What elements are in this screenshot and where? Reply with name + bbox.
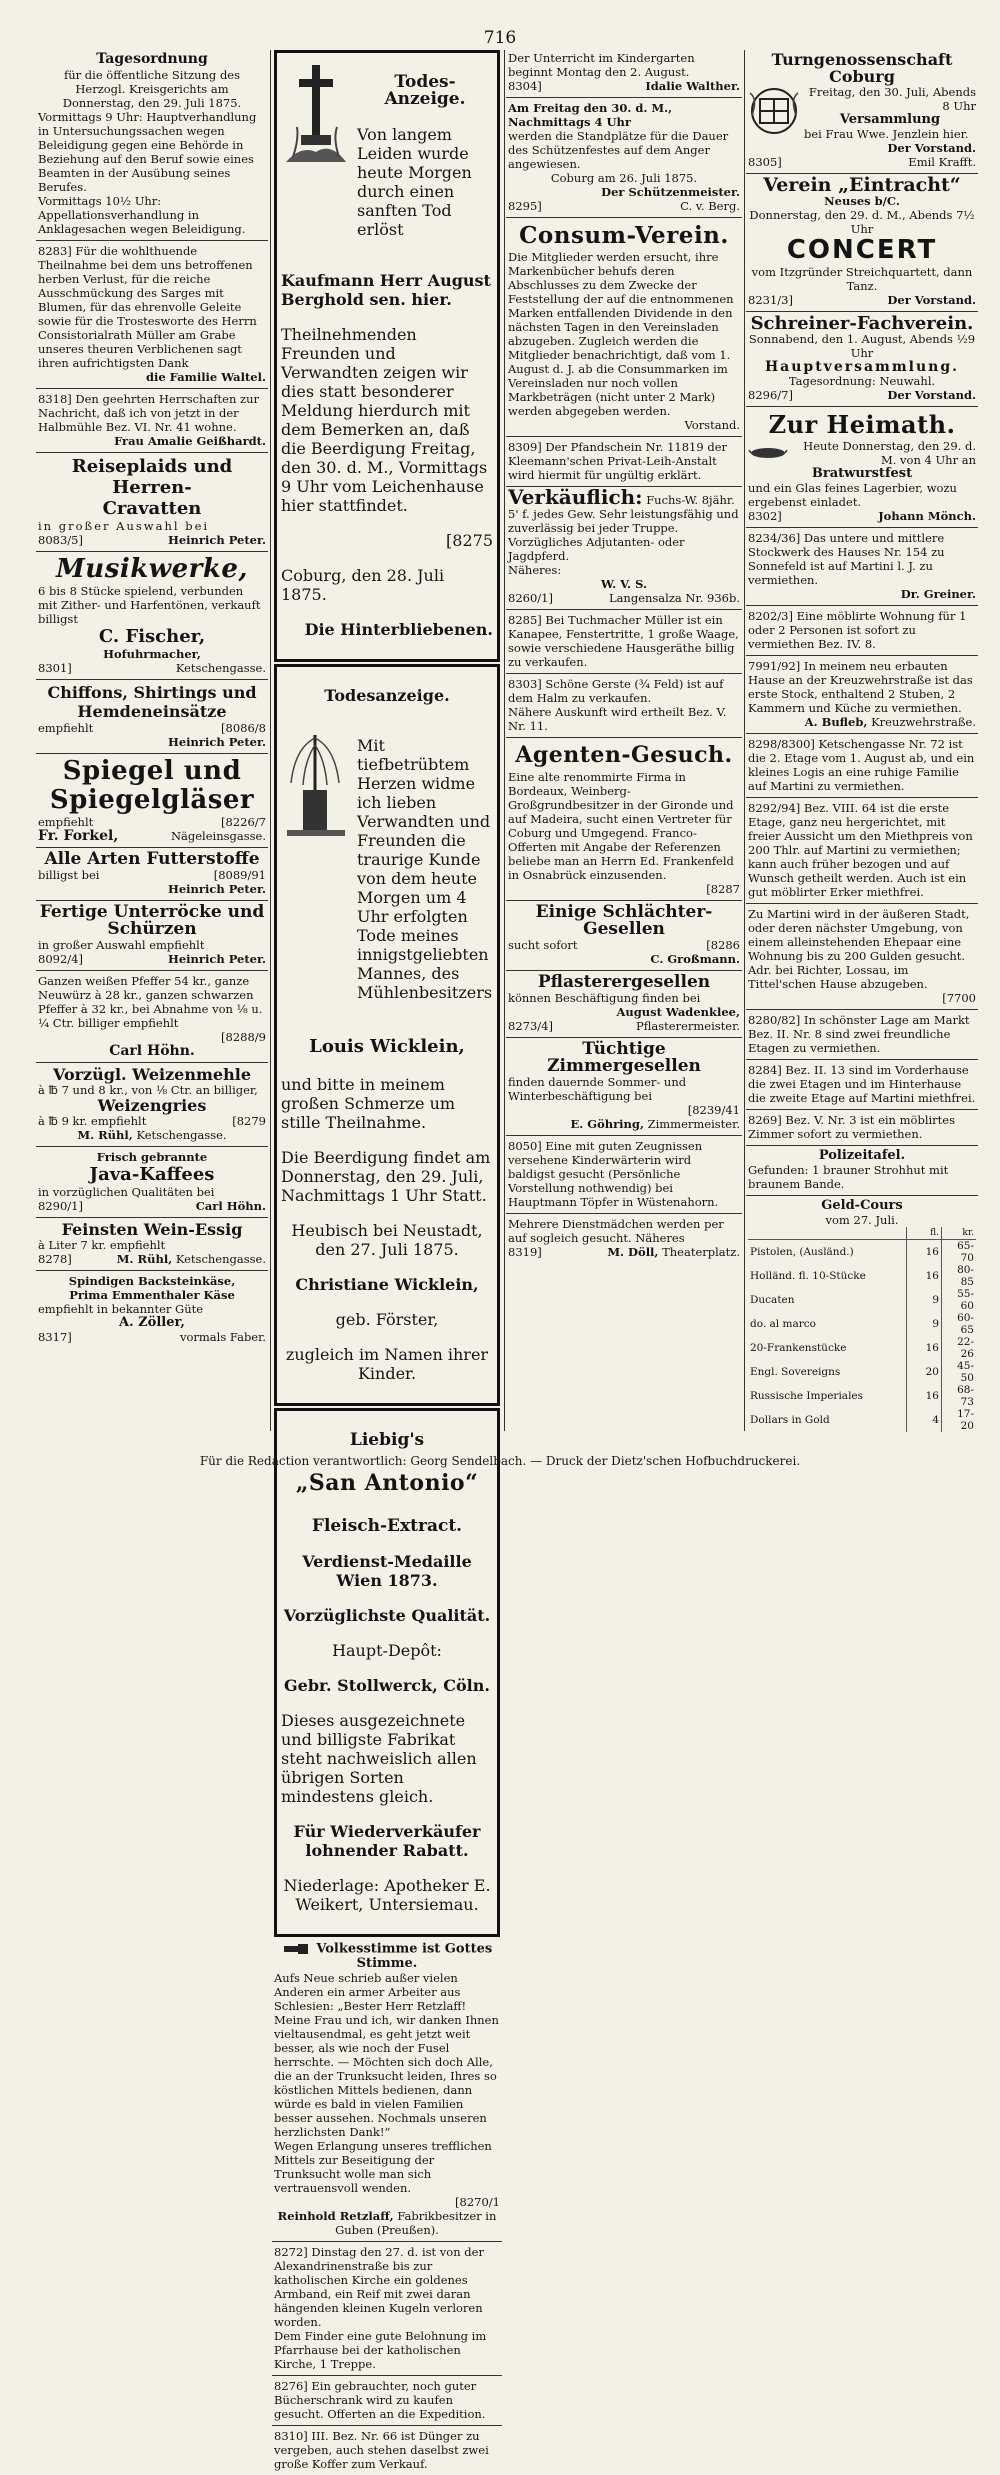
coin-cell-kr: 80-85 [942, 1264, 977, 1288]
ad-name: Reinhold Retzlaff, [277, 2208, 394, 2223]
ad-title: Spindigen Backsteinkäse, [68, 1274, 236, 1288]
ad-hinterhause [746, 1060, 978, 1110]
coin-cell-kr: 65-70 [942, 1240, 977, 1265]
ad-moeblierte-wohnung [746, 606, 978, 656]
ad-ref: [8239/41 [687, 1103, 740, 1117]
footer-imprint: Für die Redaction verantwortlich: Georg Sendelbach. — Druck der Dietz'schen Hofbuchdruckerei. [199, 1454, 801, 1468]
column-4 [746, 48, 978, 1433]
ad-text: Wegen Erlangung unseres trefflichen Mittels zur Beseitigung der Trunksucht wolle man sich vertrauensvoll wenden. [274, 2138, 492, 2195]
ad-text: Sonnabend, den 1. August, Abends ½9 Uhr [748, 332, 976, 360]
table-row [748, 1312, 976, 1336]
ad-address: Theaterplatz. [662, 1245, 740, 1259]
ad-address: Ketschengasse. [175, 1252, 266, 1266]
ad-text: sucht sofort [508, 938, 578, 952]
coin-cell-name: do. al marco [750, 1318, 816, 1330]
ad-text: Dieses ausgezeichnete und billigste Fabrikat steht nachweislich allen übrigen Sorten mindestens gleich. [281, 1711, 477, 1806]
ad-name: C. Fischer, [98, 626, 206, 647]
ad-signature: A. Bufleb, [804, 715, 868, 729]
ad-dienstmaedchen [506, 1214, 742, 1263]
ad-address: Kreuzwehrstraße. [871, 715, 976, 729]
ad-name: August Wadenklee, [616, 1005, 740, 1019]
table-row [748, 1288, 976, 1312]
ad-text: vom Itzgründer Streichquartett, dann Tanz. [751, 265, 973, 293]
ad-weizenmehle [36, 1063, 268, 1147]
ad-title: Musikwerke, [56, 554, 248, 584]
ad-signature: Idalie Walther. [645, 79, 740, 93]
ad-text: 8310] III. Bez. Nr. 66 ist Dünger zu vergeben, auch stehen daselbst zwei große Koffer zum Verkauf. [274, 2428, 489, 2471]
ad-title: Geld-Cours [821, 1198, 903, 1213]
ad-mueller [506, 610, 742, 674]
coin-cell-name: Pistolen, (Ausländ.) [750, 1246, 854, 1258]
ad-signature: Die Hinterbliebenen. [304, 620, 493, 639]
ad-ref: 8296/7] [748, 388, 793, 402]
ad-signature: Der Vorstand. [887, 293, 976, 307]
ad-title: Feinsten Wein-Essig [61, 1220, 243, 1239]
ad-signature: Dr. Greiner. [900, 587, 976, 601]
ad-subtitle: Fabrikbesitzer in Guben (Preußen). [335, 2208, 497, 2237]
ad-name: M. Rühl, [116, 1252, 173, 1266]
coin-cell-fl: 4 [907, 1408, 942, 1432]
coin-cell-fl: 16 [907, 1384, 942, 1408]
ad-event: CONCERT [786, 235, 938, 265]
ad-ref: 8083/5] [38, 533, 83, 547]
ad-text: in vorzüglichen Qualitäten bei [38, 1185, 215, 1199]
ad-todesanzeige-wicklein [274, 664, 500, 1406]
ad-title: Agenten-Gesuch. [515, 742, 733, 768]
ad-duenger [272, 2426, 502, 2475]
ad-ref: [8287 [706, 882, 740, 896]
ad-signature: Frau Amalie Geißhardt. [114, 434, 266, 448]
ad-pfandschein [506, 437, 742, 487]
ad-text: Frisch gebrannte [96, 1150, 208, 1164]
ad-title: Weizengries [97, 1096, 207, 1115]
ad-schlaechter [506, 901, 742, 971]
ad-text: werden die Standplätze für die Dauer des Schützenfestes auf dem Anger angewiesen. [508, 129, 729, 171]
column-3 [506, 48, 742, 1433]
ad-text: 8202/3] Eine möblirte Wohnung für 1 oder 2 Personen ist sofort zu vermiethen Bez. IV. 8. [748, 609, 967, 651]
ad-ref: [8270/1 [455, 2194, 500, 2209]
ad-title: Java-Kaffees [89, 1164, 215, 1185]
ad-subtitle: zugleich im Namen ihrer Kinder. [285, 1345, 489, 1383]
page-number: 716 [483, 28, 517, 48]
ad-text: Vormittags 9 Uhr: Hauptverhandlung in Untersuchungssachen wegen Beleidigung gegen eine Behörde in Beziehung auf den Beruf sowie eines Beamten in der Ausübung seines Berufes. [38, 110, 257, 194]
ad-address: Ketschengasse. [136, 1128, 227, 1142]
column-1 [36, 48, 268, 1433]
ad-ref: [8286 [706, 938, 740, 952]
ad-todesanzeige-berghold [274, 50, 500, 662]
ad-freundliche-etagen [746, 1010, 978, 1060]
ad-subtitle: C. v. Berg. [680, 199, 740, 213]
ad-ref: 8231/3] [748, 293, 793, 307]
coin-header-name [748, 1227, 907, 1240]
ad-title: Turngenossenschaft Coburg [771, 50, 953, 86]
ad-ref: [8288/9 [221, 1030, 266, 1044]
ad-subtitle: Pflasterermeister. [636, 1019, 740, 1033]
willow-grave-icon [281, 720, 351, 840]
ad-text: 8276] Ein gebrauchter, noch guter Bücherschrank wird zu kaufen gesucht. Offerten an die Expedition. [274, 2378, 486, 2421]
ad-tagesordnung [36, 48, 268, 241]
ad-title: Cravatten [102, 498, 202, 519]
ad-event: Hauptversammlung. [764, 359, 960, 375]
ad-text: Gebr. Stollwerck, Cöln. [284, 1676, 490, 1695]
ad-geisshardt [36, 389, 268, 453]
ad-name: Carl Höhn. [195, 1199, 266, 1213]
coin-cell-fl: 9 [907, 1288, 942, 1312]
sausage-icon [748, 444, 788, 462]
ad-ref: 8295] [508, 199, 542, 213]
ad-title: Prima Emmenthaler Käse [69, 1288, 235, 1302]
ad-signature: die Familie Waltel. [145, 370, 266, 384]
ad-buecherschrank [272, 2376, 502, 2426]
ad-title: Liebig's [349, 1430, 425, 1450]
ad-text: 8303] Schöne Gerste (¾ Feld) ist auf dem Halm zu verkaufen. [508, 677, 724, 705]
ad-name: E. Göhring, [570, 1117, 644, 1131]
ad-musikwerke [36, 552, 268, 680]
column-rule [744, 50, 745, 1431]
ad-ref: [8275 [446, 531, 493, 550]
ad-turngenossenschaft [746, 48, 978, 174]
ad-bufleb [746, 656, 978, 734]
ad-title: Volkesstimme ist Gottes Stimme. [316, 1941, 493, 1971]
ad-text: Nähere Auskunft wird ertheilt Bez. V. Nr. 11. [508, 705, 727, 733]
ad-java [36, 1147, 268, 1218]
coin-cell-fl: 16 [907, 1336, 942, 1360]
ad-name: Fr. Forkel, [38, 828, 119, 844]
coin-cell-fl: 20 [907, 1360, 942, 1384]
ad-text: Haupt-Depôt: [332, 1641, 442, 1660]
coin-cell-kr: 55-60 [942, 1288, 977, 1312]
ad-armband [272, 2242, 502, 2376]
ad-ref: 8304] [508, 79, 542, 93]
ad-place: Coburg am 26. Juli 1875. [550, 171, 698, 185]
ad-text: bei Frau Wwe. Jenzlein hier. [804, 127, 969, 141]
ad-place: Neuses b/C. [824, 194, 900, 208]
ad-text: Niederlage: Apotheker E. Weikert, Untersiemau. [283, 1876, 491, 1914]
ad-address: Langensalza Nr. 936b. [608, 591, 740, 605]
ad-reiseplaids [36, 453, 268, 552]
ad-title: Spiegelgläser [49, 785, 255, 815]
ad-ref: [8226/7 [221, 815, 266, 829]
ad-title: Fertige Unterröcke und [39, 902, 265, 922]
ad-text: empfiehlt [38, 815, 94, 829]
ad-signature: Der Vorstand. [887, 388, 976, 402]
ad-text: Am Freitag den 30. d. M., Nachmittags 4 Uhr [508, 101, 673, 129]
cross-monument-icon [281, 57, 351, 167]
ad-text: 8269] Bez. V. Nr. 3 ist ein möblirtes Zimmer sofort zu vermiethen. [748, 1113, 955, 1141]
coin-cell-fl: 16 [907, 1264, 942, 1288]
ad-text: Der Unterricht im Kindergarten beginnt Montag den 2. August. [508, 51, 695, 79]
ad-agenten-gesuch [506, 738, 742, 901]
ad-text: können Beschäftigung finden bei [508, 991, 701, 1005]
coin-cell-kr: 60-65 [942, 1312, 977, 1336]
ad-text: Heute Donnerstag, den 29. d. M. von 4 Uhr an [803, 439, 976, 467]
ad-volksstimme [272, 1939, 502, 2242]
ad-text: Aufs Neue schrieb außer vielen Anderen ein armer Arbeiter aus Schlesien: „Bester Herr Retzlaff! Meine Frau und ich, wir danken Ihnen vieltausendmal, es geht jetzt weit besser, als wie noch der Fusel herrschte. — Möchten sich doch Alle, die an der Trunksucht leiden, Ihres so köstlichen Mittels bedienen, dann würde es bald in vielen Familien besser aussehen. Nochmals unseren herzlichsten Dank!“ [274, 1970, 499, 2139]
ad-ref: [7700 [942, 991, 976, 1005]
ad-polizeitafel [746, 1146, 978, 1196]
ad-subtitle: Hofuhrmacher, [103, 647, 201, 661]
ad-zur-heimath [746, 407, 978, 528]
ad-title: Reiseplaids und Herren- [71, 456, 233, 498]
coin-header-kr: kr. [942, 1227, 977, 1240]
coin-cell-name: Engl. Sovereigns [750, 1366, 841, 1378]
coin-cell-name: Russische Imperiales [750, 1390, 864, 1402]
pointing-hand-icon [282, 1942, 312, 1956]
ad-title: Chiffons, Shirtings und [47, 683, 257, 702]
ad-text: und ein Glas feines Lagerbier, wozu ergebenst einladet. [748, 481, 957, 509]
coin-cell-name: Dollars in Gold [750, 1414, 830, 1426]
ad-title: Verkäuflich: [508, 485, 643, 509]
ad-waltel [36, 241, 268, 389]
table-row [748, 1336, 976, 1360]
ad-name: Kaufmann Herr August Berghold sen. hier. [281, 271, 491, 309]
coin-cell-kr: 68-73 [942, 1384, 977, 1408]
ad-etage [746, 798, 978, 904]
ad-text: Vormittags 10½ Uhr: Appellationsverhandlung in Anklagesachen wegen Beleidigung. [38, 194, 246, 236]
ad-text: und bitte in meinem großen Schmerze um stille Theilnahme. [281, 1075, 456, 1132]
ad-ref: 8301] [38, 661, 72, 675]
ad-subtitle: Emil Krafft. [908, 155, 976, 169]
ad-text: Gefunden: 1 brauner Strohhut mit braunem Bande. [748, 1163, 949, 1191]
ad-geld-cours [746, 1196, 978, 1436]
ad-title: Tagesordnung [96, 51, 208, 67]
ad-text: empfiehlt in bekannter Güte [38, 1302, 204, 1316]
ad-title: Todes-Anzeige. [384, 72, 466, 109]
coin-cell-name: 20-Frankenstücke [750, 1342, 847, 1354]
ad-subtitle: vormals Faber. [179, 1330, 266, 1344]
ad-ref: 8305] [748, 155, 782, 169]
ad-title: Verein „Eintracht“ [763, 174, 961, 196]
ad-stockwerk [746, 528, 978, 606]
ad-schuetzen [506, 98, 742, 218]
ad-schreiner [746, 312, 978, 407]
ad-ref: 8278] [38, 1252, 72, 1266]
coin-cell-fl: 16 [907, 1240, 942, 1265]
ad-ref: 8273/4] [508, 1019, 553, 1033]
ad-text: à Liter 7 kr. empfiehlt [38, 1238, 166, 1252]
ad-name: M. Rühl, [77, 1128, 133, 1142]
ad-ref: 8302] [748, 509, 782, 523]
ad-name: W. V. S. [601, 577, 647, 591]
ad-name: C. Großmann. [650, 952, 740, 966]
ad-pflasterer [506, 971, 742, 1038]
coin-cell-name: Holländ. fl. 10-Stücke [750, 1270, 866, 1282]
ad-text: Mehrere Dienstmädchen werden per auf sogleich gesucht. Näheres [508, 1217, 724, 1245]
ad-ketschengasse [746, 734, 978, 798]
ad-ref: 8260/1] [508, 591, 553, 605]
ad-name: A. Zöller, [119, 1315, 185, 1330]
coin-cell-kr: 22-26 [942, 1336, 977, 1360]
ad-gerste [506, 674, 742, 738]
ad-text: Theilnehmenden Freunden und Verwandten zeigen wir dies statt besonderer Meldung hierdurch mit dem Bemerken an, daß die Beerdigung Freitag, den 30. d. M., Vormittags 9 Uhr vom Leichenhause hier stattfindet. [281, 325, 488, 515]
table-row [748, 1408, 976, 1432]
ad-title: Zur Heimath. [768, 410, 956, 439]
ad-title: Hemdeneinsätze [77, 702, 227, 721]
ad-signature: Der Schützenmeister. [601, 185, 740, 199]
ad-zimmergesellen [506, 1038, 742, 1136]
ad-text: finden dauernde Sommer- und Winterbeschäftigung bei [508, 1075, 687, 1103]
ad-text: 8234/36] Das untere und mittlere Stockwerk des Hauses Nr. 154 zu Sonnefeld ist auf Martini l. J. zu vermiethen. [748, 531, 945, 587]
ad-text: für die öffentliche Sitzung des Herzogl. Kreisgerichts am Donnerstag, den 29. Juli 1875. [62, 68, 242, 110]
ad-ref: [8089/91 [213, 868, 266, 882]
ad-address: Ketschengasse. [175, 661, 266, 675]
ad-signature: Christiane Wicklein, [295, 1275, 479, 1294]
ad-ref: 8092/4] [38, 952, 83, 966]
ad-ref: 8290/1] [38, 1199, 83, 1213]
ad-unterroecke [36, 901, 268, 971]
ad-ref: [8086/8 [221, 721, 266, 735]
ad-futterstoffe [36, 848, 268, 901]
coin-cell-kr: 17-20 [942, 1408, 977, 1432]
ad-eintracht [746, 174, 978, 312]
ad-ref: [8279 [232, 1114, 266, 1128]
ad-text: 8318] Den geehrten Herrschaften zur Nachricht, daß ich von jetzt in der Halbmühle Bez. VI. Nr. 41 wohne. [38, 392, 260, 434]
ad-text: 8284] Bez. II. 13 sind im Vorderhause die zwei Etagen und im Hinterhause die zweite Etage auf Martini miethfrei. [748, 1063, 976, 1105]
ad-pfeffer [36, 971, 268, 1063]
coin-header-fl: fl. [907, 1227, 942, 1240]
ad-text: à ℔ 9 kr. empfiehlt [38, 1114, 147, 1128]
ad-text: 8292/94] Bez. VIII. 64 ist die erste Etage, ganz neu hergerichtet, mit freier Aussicht um den Miethpreis von 200 Thlr. auf Martini zu vermiethen; kann auch früher bezogen und auf Wunsch getheilt werden. Auch ist ein gut möblirter Erker miethfrei. [748, 801, 973, 899]
table-row [748, 1360, 976, 1384]
ad-verkaeuflich [506, 487, 742, 610]
ad-signature: Johann Mönch. [878, 509, 976, 523]
ad-title: Schreiner-Fachverein. [750, 313, 974, 334]
ad-name: Carl Höhn. [109, 1043, 195, 1059]
ad-zimmer [746, 1110, 978, 1146]
ad-kaese [36, 1271, 268, 1348]
ad-ref: 8319] [508, 1245, 542, 1259]
ad-address: Nägeleinsgasse. [170, 829, 266, 843]
ad-event: Bratwurstfest [811, 466, 913, 481]
ad-essig [36, 1218, 268, 1271]
ad-product: Fleisch-Extract. [311, 1516, 463, 1536]
ad-text: 7991/92] In meinem neu erbauten Hause an der Kreuzwehrstraße ist das erste Stock, enthaltend 2 Stuben, 2 Kammern und Küche zu vermiethen. [748, 659, 973, 715]
column-rule [504, 50, 505, 1431]
ad-text: à ℔ 7 und 8 kr., von ⅛ Ctr. an billiger, [38, 1083, 258, 1097]
table-row [748, 1384, 976, 1408]
ad-signature: Heinrich Peter. [168, 882, 266, 896]
ad-title: Schürzen [107, 919, 197, 939]
ad-text: 8285] Bei Tuchmacher Müller ist ein Kanapee, Fenstertritte, 1 große Waage, sowie verschiedene Hausgeräthe billig zu verkaufen. [508, 613, 739, 669]
ad-title: Todesanzeige. [324, 686, 450, 705]
ad-text: Tagesordnung: Neuwahl. [788, 374, 936, 388]
ad-text: Verdienst-Medaille Wien 1873. [302, 1552, 472, 1590]
ad-consum-verein [506, 218, 742, 437]
ad-title: Polizeitafel. [818, 1148, 906, 1163]
coin-table [748, 1227, 976, 1432]
ad-text: Für Wiederverkäufer lohnender Rabatt. [293, 1822, 481, 1860]
ad-title: Einige Schlächter-Gesellen [535, 902, 713, 939]
ad-title: Pflasterergesellen [537, 972, 711, 992]
ad-text: Die Beerdigung findet am Donnerstag, den 29. Juli, Nachmittags 1 Uhr Statt. [281, 1148, 491, 1205]
coin-cell-fl: 9 [907, 1312, 942, 1336]
ad-text: Mit tiefbetrübtem Herzen widme ich lieben Verwandten und Freunden die traurige Kunde von dem heute Morgen um 4 Uhr erfolgten Tode meines innigstgeliebten Mannes, des Mühlenbesitzers [357, 736, 493, 1002]
ad-title: Spiegel und [62, 756, 242, 786]
ad-text: 6 bis 8 Stücke spielend, verbunden mit Zither- und Harfentönen, verkauft billigst [38, 584, 261, 626]
ad-signature: Heinrich Peter. [168, 952, 266, 966]
ad-signature: Heinrich Peter. [168, 735, 266, 749]
ad-place: Heubisch bei Neustadt, den 27. Juli 1875. [291, 1221, 483, 1259]
ad-text: 8298/8300] Ketschengasse Nr. 72 ist die 2. Etage vom 1. August ab, und ein kleines Logis an eine ruhige Familie auf Martini zu vermiethen. [748, 737, 975, 793]
ad-text: billigst bei [38, 868, 100, 882]
ad-signature: Vorstand. [684, 418, 740, 432]
ad-text: 8050] Eine mit guten Zeugnissen versehene Kinderwärterin wird baldigst gesucht (Persönliche Vorstellung nothwendig) bei Hauptmann Töpfer in Wüstenahorn. [508, 1139, 719, 1209]
ad-text: Fuchs-W. 8jähr. 5' f. jedes Gew. Sehr leistungsfähig und zuverlässig bei jeder Truppe. Vorzügliches Adjutanten- oder Jagdpferd. [508, 493, 739, 563]
ad-liebig [274, 1408, 500, 1937]
ad-event: Versammlung [839, 112, 941, 127]
ad-text: Vorzüglichste Qualität. [283, 1606, 491, 1625]
ad-ref: 8317] [38, 1330, 72, 1344]
ad-text: in großer Auswahl bei [38, 519, 210, 533]
ad-text: Die Mitglieder werden ersucht, ihre Markenbücher behufs deren Abschlusses zu dem Zwecke der Feststellung der auf die entnommenen Marken entfallenden Dividende in den nächsten Tagen in den Vereinsladen abzugeben. Zugleich werden die Mitglieder benachrichtigt, daß vom 1. August d. J. ab die Consummarken im Vereinsladen nur noch vollen Markbeträgen (nicht unter 2 Mark) werden abgegeben werden. [508, 250, 734, 418]
ad-subtitle: geb. Förster, [335, 1310, 439, 1329]
ad-text: vom 27. Juli. [825, 1213, 899, 1227]
ad-name: Louis Wicklein, [309, 1036, 465, 1057]
ad-title: Consum-Verein. [519, 222, 729, 249]
ad-signature: Der Vorstand. [887, 141, 976, 155]
ad-text: Eine alte renommirte Firma in Bordeaux, Weinberg-Großgrundbesitzer in der Gironde und auf Madeira, sucht einen Vertreter für Coburg und Umgegend. Franco-Offerten mit Angabe der Referenzen beliebe man an Herrn Ed. Frankenfeld in Osnabrück einzusenden. [508, 770, 734, 882]
ad-title: Tüchtige Zimmergesellen [547, 1039, 701, 1076]
ad-signature: Heinrich Peter. [168, 533, 266, 547]
ad-text: 8280/82] In schönster Lage am Markt Bez. II. Nr. 8 sind zwei freundliche Etagen zu vermiethen. [748, 1013, 970, 1055]
table-row [748, 1240, 976, 1265]
ad-text: empfiehlt [38, 721, 94, 735]
ad-brand: „San Antonio“ [295, 1470, 479, 1496]
ad-text: 8309] Der Pfandschein Nr. 11819 der Kleemann'schen Privat-Leih-Anstalt wird hiermit für ungültig erklärt. [508, 440, 728, 482]
ad-text: Zu Martini wird in der äußeren Stadt, oder deren nächster Umgebung, von einem alleinstehenden Ehepaar eine Wohnung bis zu 200 Gulden gesucht. Adr. bei Richter, Lossau, im Tittel'schen Hause abzugeben. [748, 907, 970, 991]
ad-text: in großer Auswahl empfiehlt [38, 938, 205, 952]
table-row [748, 1264, 976, 1288]
ad-text: Ganzen weißen Pfeffer 54 kr., ganze Neuwürz à 28 kr., ganzen schwarzen Pfeffer à 32 kr., bei Abnahme von ⅛ u. ¼ Ctr. billiger empfiehlt [38, 974, 263, 1030]
coin-cell-name: Ducaten [750, 1294, 795, 1306]
ad-text: Von langem Leiden wurde heute Morgen durch einen sanften Tod erlöst [357, 125, 472, 239]
ad-title: Vorzügl. Weizenmehle [53, 1065, 251, 1084]
column-rule [270, 50, 271, 1431]
ad-place: Coburg, den 28. Juli 1875. [281, 566, 445, 604]
ad-title: Alle Arten Futterstoffe [44, 849, 260, 869]
coin-cell-kr: 45-50 [942, 1360, 977, 1384]
column-2 [272, 48, 502, 2471]
turner-emblem-icon [748, 85, 800, 137]
ad-spiegel [36, 754, 268, 848]
ad-subtitle: Zimmermeister. [647, 1117, 740, 1131]
ad-text: Freitag, den 30. Juli, Abends 8 Uhr [808, 85, 976, 113]
ad-martini-wohnung [746, 904, 978, 1010]
ad-kindergarten [506, 48, 742, 98]
ad-name: M. Döll, [607, 1245, 659, 1259]
ad-text: Dem Finder eine gute Belohnung im Pfarrhause bei der katholischen Kirche, 1 Treppe. [274, 2328, 487, 2371]
ad-text: Donnerstag, den 29. d. M., Abends 7½ Uhr [749, 208, 975, 236]
ad-chiffons [36, 680, 268, 754]
ad-text: Näheres: [508, 563, 562, 577]
ad-kinderwaerterin [506, 1136, 742, 1214]
ad-text: 8272] Dinstag den 27. d. ist von der Alexandrinenstraße bis zur katholischen Kirche ein goldenes Armband, ein Reif mit zwei daran hängenden kleinen Kugeln verloren worden. [274, 2244, 484, 2329]
ad-text: 8283] Für die wohlthuende Theilnahme bei dem uns betroffenen herben Verlust, für die reiche Ausschmückung des Sarges mit Blumen, für das ehrenvolle Geleite sowie für die Trostesworte des Herrn Consistorialrath Müller am Grabe unseres theuren Verblichenen sagt ihren aufrichtigsten Dank [38, 244, 257, 370]
